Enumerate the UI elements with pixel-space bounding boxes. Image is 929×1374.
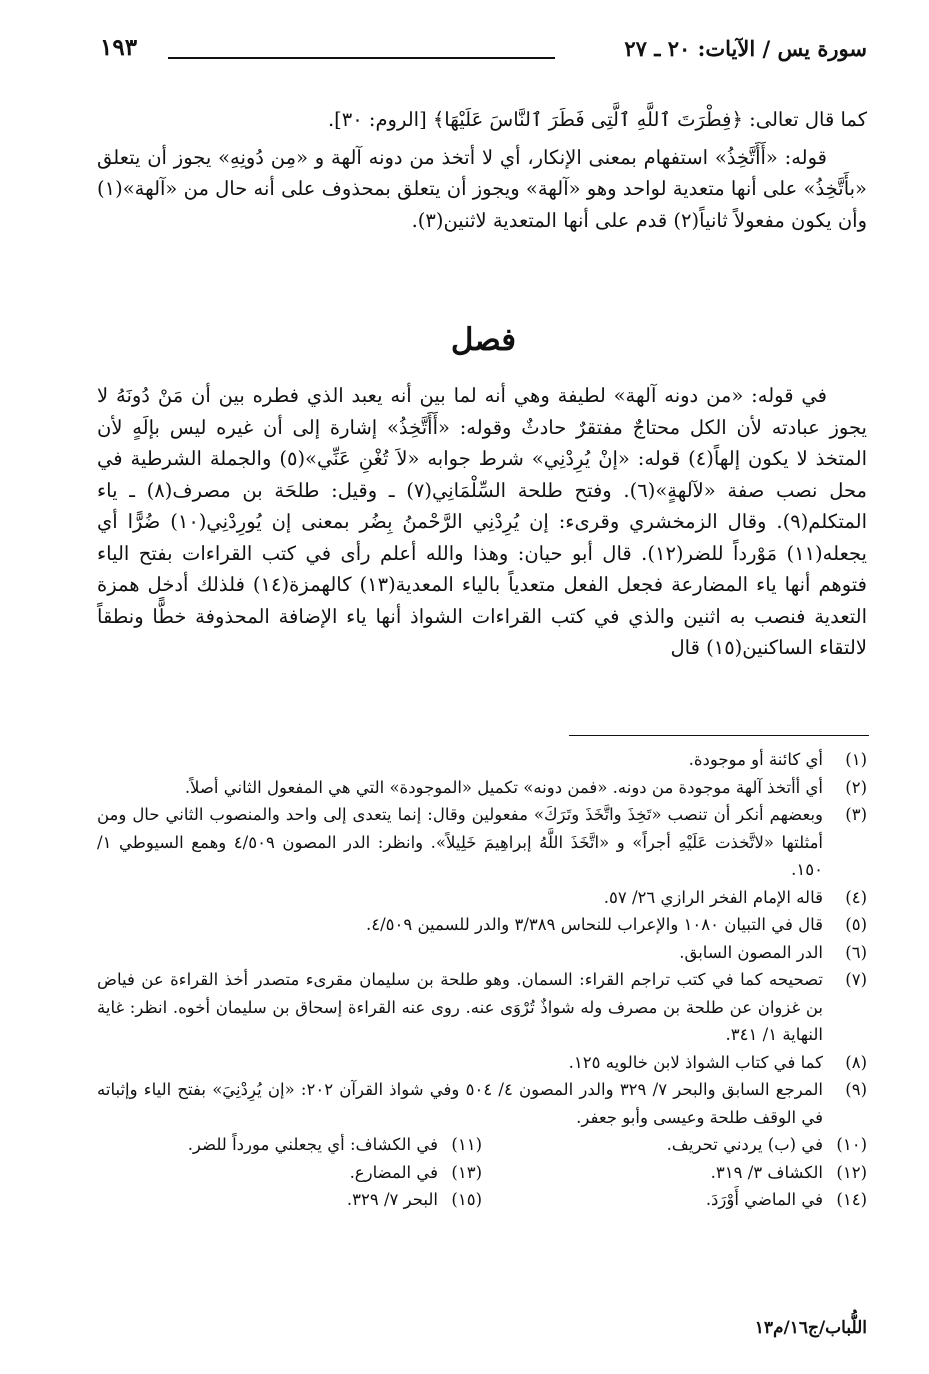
footnote-text: في المضارع. — [349, 1162, 438, 1182]
footnote-pair-row — [97, 1131, 867, 1159]
footnote-text: في الكشاف: أي يجعلني مورداً للضر. — [187, 1135, 438, 1154]
footnote — [482, 1131, 867, 1159]
footnote-text: الدر المصون السابق. — [679, 942, 823, 962]
footnote — [482, 1186, 867, 1214]
footnote-text: كما في كتاب الشواذ لابن خالويه ١٢٥. — [568, 1052, 823, 1072]
footnote-text: البحر ٧/ ٣٢٩. — [346, 1190, 438, 1209]
footnote-number: (١٥) — [451, 1190, 482, 1209]
footnote-number: (١٢) — [836, 1162, 867, 1182]
footnote-number: (٩) — [845, 1080, 867, 1099]
footnote-text: المرجع السابق والبحر ٧/ ٣٢٩ والدر المصون ٤/ ٥٠٤ وفي شواذ القرآن ٢٠٢: «إن يُرِدْنِيَ» بفتح الياء وإثباته في الوقف طلحة وعيسى وأبو جعفر. — [97, 1080, 823, 1127]
surah-title: سورة يس / الآيات: ٢٠ ـ ٢٧ — [624, 36, 867, 61]
footnote-text: قال في التبيان ١٠٨٠ والإعراب للنحاس ٣/٣٨٩ والدر للسمين ٤/٥٠٩. — [365, 915, 823, 934]
footnote-pair-row — [97, 1186, 867, 1214]
footnote-number: (١٤) — [836, 1190, 867, 1209]
footnote — [97, 1131, 482, 1159]
footnote — [97, 966, 867, 1049]
footnote-number: (٢) — [845, 777, 867, 797]
footnote-number: (١١) — [451, 1135, 482, 1154]
footnote — [97, 1076, 867, 1131]
footnote-number: (٧) — [845, 970, 867, 989]
section-heading: فصل — [450, 322, 517, 358]
footnote — [482, 1159, 867, 1187]
footnote-number: (٥) — [845, 915, 867, 934]
footnote — [97, 774, 867, 802]
footnote-text: الكشاف ٣/ ٣١٩. — [710, 1162, 823, 1182]
footnotes — [97, 746, 867, 1214]
footnote-number: (١) — [845, 750, 867, 769]
footnote-number: (١٣) — [451, 1162, 482, 1182]
footnote-number: (١٠) — [836, 1135, 867, 1154]
footnote — [97, 884, 867, 912]
main-paragraph: في قوله: «من دونه آلهة» لطيفة وهي أنه لما بين أنه يعبد الذي فطره بين أن مَنْ دُونَهُ لا يجوز عبادته لأن الكل محتاجٌ مفتقرٌ حادثٌ وقوله: «أَأَتَّخِذُ» إشارة إلى أن غيره ليس بإلَهٍ لأن المتخذ لا يكون إلهاً(٤) قوله: «إنْ يُرِدْنِي» شرط جوابه «لاَ تُغْنِ عَنِّي»(٥) والجملة الشرطية في محل نصب صفة «لآلهةٍ»(٦). وفتح طلحة السِّلْمَانِي(٧) ـ وقيل: طلحَة بن مصرف(٨) ـ ياء المتكلم(٩). وقال الزمخشري وقرىء: إن يُرِدْنِي الرَّحْمنُ بِضُر بمعنى إن يُورِدْنِي(١٠) ضُرًّا أي يجعله(١١) مَوْرداً للضر(١٢). قال أبو حيان: وهذا والله أعلم رأى في كتب القراءات بفتح الياء فتوهم أنها ياء المضارعة فجعل الفعل متعدياً بالياء المعدية(١٣) كالهمزة(١٤) فلذلك أدخل همزة التعدية فنصب به اثنين والذي في كتب القراءات الشواذ أنها ياء الإضافة المحذوفة خطًّا ونطقاً لالتقاء الساكنين(١٥) قال — [97, 384, 868, 659]
footnote-number: (٤) — [845, 887, 867, 907]
intro-text — [97, 104, 867, 236]
footnote — [97, 1049, 867, 1077]
footnote-text: في (ب) يردني تحريف. — [666, 1135, 823, 1154]
footnote-number: (٦) — [845, 942, 867, 962]
footnote-text: في الماضي أَوْرَدَ. — [705, 1190, 823, 1209]
footnote-separator — [569, 735, 869, 736]
volume-signature: اللُّباب/ج١٦/م١٣ — [754, 1318, 867, 1338]
running-header — [100, 36, 867, 66]
main-text — [97, 380, 867, 664]
footnote — [97, 1186, 482, 1214]
footnote — [97, 1159, 482, 1187]
footnote-text: وبعضهم أنكر أن تنصب «تَخِذَ واتَّخَذَ وتَرَكَ» مفعولين وقال: إنما يتعدى إلى واحد والمنصوب الثاني حال ومن أمثلتها «لاتَّخذت عَلَيْهِ أجراً» و «اتَّخَذَ اللَّهُ إبراهِيمَ خَلِيلاً». وانظر: الدر المصون ٤/٥٠٩ وهمع السيوطي ١/ ١٥٠. — [97, 805, 823, 879]
footnote — [97, 939, 867, 967]
footnote — [97, 801, 867, 884]
footnote-pair-row — [97, 1159, 867, 1187]
footnote — [97, 746, 867, 774]
page-number: ١٩٣ — [100, 34, 138, 61]
footnote-text: قاله الإمام الفخر الرازي ٢٦/ ٥٧. — [603, 887, 823, 907]
footnote — [97, 911, 867, 939]
commentary-paragraph: قوله: «أَأَتَّخِذُ» استفهام بمعنى الإنكار، أي لا أتخذ من دونه آلهة و «مِن دُونِهِ» يجوز أن يتعلق «بأَتَّخِذُ» على أنها متعدية لواحد وهو «آلهة» ويجوز أن يتعلق بمحذوف على أنه حال من «آلهة»(١) وأن يكون مفعولاً ثانياً(٢) قدم على أنها المتعدية لاثنين(٣). — [97, 145, 867, 232]
footnote-number: (٣) — [845, 805, 867, 824]
footnote-text: أي أأتخذ آلهة موجودة من دونه. «فمن دونه» تكميل «الموجودة» التي هي المفعول الثاني أصلاً. — [184, 777, 823, 797]
footnote-text: أي كائنة أو موجودة. — [688, 750, 823, 769]
quran-quote-paragraph: كما قال تعالى: ﴿فِطْرَتَ ٱللَّهِ ٱلَّتِى فَطَرَ ٱلنَّاسَ عَلَيْهَا﴾ [الروم: ٣٠]. — [327, 108, 867, 131]
footnote-number: (٨) — [845, 1052, 867, 1072]
header-rule — [168, 57, 555, 59]
footnote-text: تصحيحه كما في كتب تراجم القراء: السمان. وهو طلحة بن سليمان مقرىء متصدر أخذ القراءة عن فياض بن غزوان عن طلحة بن مصرف وله شواذٌ تُرْوَى عنه. روى عنه القراءة إسحاق بن سليمان أخوه. انظر: غاية النهاية ١/ ٣٤١. — [97, 970, 823, 1044]
